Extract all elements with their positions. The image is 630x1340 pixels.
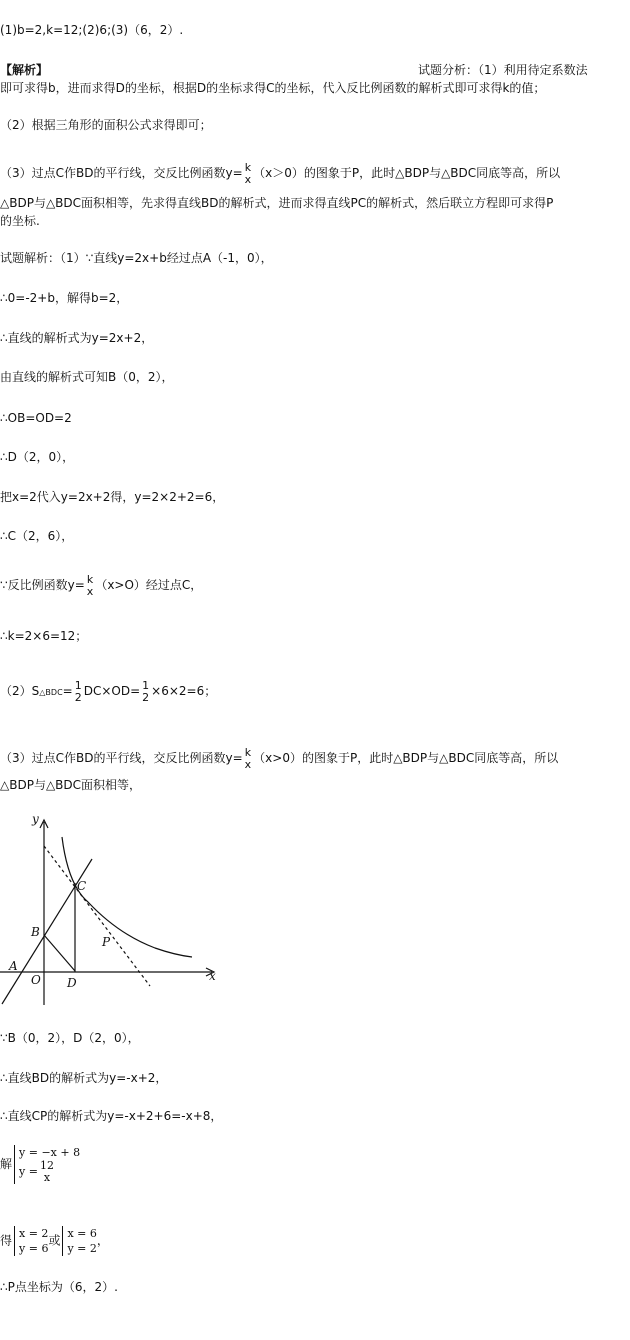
solution-step-1: 试题解析：（1）∵直线y=2x+b经过点A（-1，0）， xyxy=(0,251,273,265)
analysis-title: 【解析】 xyxy=(0,63,49,77)
label-b: B xyxy=(31,925,40,939)
solution-step-12-line2: △BDP与△BDC面积相等， xyxy=(0,778,142,792)
equation-system: y = −x + 8 y = 12 x xyxy=(14,1145,80,1184)
solution-pair-2: x = 6 y = 2 xyxy=(62,1226,96,1256)
analysis-part3-line1: （3）过点C作BD的平行线，交反比例函数y= k x （x＞0）的图象于P，此时△BDP与△BDC同底等高，所以 xyxy=(0,160,561,186)
solution-step-5: ∴OB=OD=2 xyxy=(0,411,72,425)
label-c: C xyxy=(77,879,87,893)
solution-step-14: ∴直线BD的解析式为y=-x+2， xyxy=(0,1071,168,1085)
solution-step-2: ∴0=-2+b，解得b=2， xyxy=(0,291,129,305)
label-o: O xyxy=(31,973,41,987)
solution-step-16: 解 y = −x + 8 y = 12 x xyxy=(0,1146,81,1184)
analysis-part1-start: 试题分析：（1）利用待定系数法 xyxy=(418,63,588,77)
function-graph-figure xyxy=(0,810,230,1005)
analysis-part3-line3: 的坐标. xyxy=(0,214,40,228)
solution-step-6: ∴D（2，0）， xyxy=(0,450,75,464)
fraction-k-over-x: k x xyxy=(244,745,252,771)
solution-step-4: 由直线的解析式可知B（0，2）， xyxy=(0,370,174,384)
fraction-one-half: 1 2 xyxy=(74,678,82,704)
solution-step-8: ∴C（2，6）， xyxy=(0,529,74,543)
line-cp-dashed xyxy=(44,846,150,986)
label-y: y xyxy=(32,812,39,826)
solution-step-10: ∴k=2×6=12； xyxy=(0,629,88,643)
hyperbola-y-12-over-x xyxy=(62,837,192,957)
analysis-part2: （2）根据三角形的面积公式求得即可； xyxy=(0,118,212,132)
label-a: A xyxy=(9,959,18,973)
solution-step-12-line1: （3）过点C作BD的平行线，交反比例函数y= k x （x>0）的图象于P，此时△BDP与△BDC同底等高，所以 xyxy=(0,745,559,771)
solution-step-9: ∵反比例函数y= k x （x>O）经过点C， xyxy=(0,572,203,598)
solution-pair-1: x = 2 y = 6 xyxy=(14,1226,48,1256)
label-d: D xyxy=(67,976,77,990)
fraction-one-half: 1 2 xyxy=(142,678,150,704)
solution-step-11: （2）S△BDC= 1 2 DC×OD= 1 2 ×6×2=6； xyxy=(0,678,217,704)
solution-step-7: 把x=2代入y=2x+2得，y=2×2+2=6， xyxy=(0,490,225,504)
solution-step-3: ∴直线的解析式为y=2x+2， xyxy=(0,331,154,345)
solution-step-15: ∴直线CP的解析式为y=-x+2+6=-x+8， xyxy=(0,1109,223,1123)
fraction-k-over-x: k x xyxy=(244,160,252,186)
answer-line: (1)b=2,k=12;(2)6;(3)（6，2）. xyxy=(0,23,184,37)
analysis-part1-cont: 即可求得b，进而求得D的坐标，根据D的坐标求得C的坐标，代入反比例函数的解析式即可求得k的值； xyxy=(0,81,546,95)
segment-bd xyxy=(44,935,75,971)
fraction-k-over-x: k x xyxy=(86,572,94,598)
solution-step-18: ∴P点坐标为（6，2）. xyxy=(0,1280,118,1294)
solution-step-17: 得 x = 2 y = 6 或 x = 6 y = 2 ， xyxy=(0,1227,109,1255)
solution-step-13: ∵B（0，2），D（2，0）， xyxy=(0,1031,140,1045)
analysis-part3-line2: △BDP与△BDC面积相等，先求得直线BD的解析式，进而求得直线PC的解析式，然后联立方程即可求得P xyxy=(0,196,554,210)
label-p: P xyxy=(102,935,111,949)
label-x: x xyxy=(209,969,216,983)
